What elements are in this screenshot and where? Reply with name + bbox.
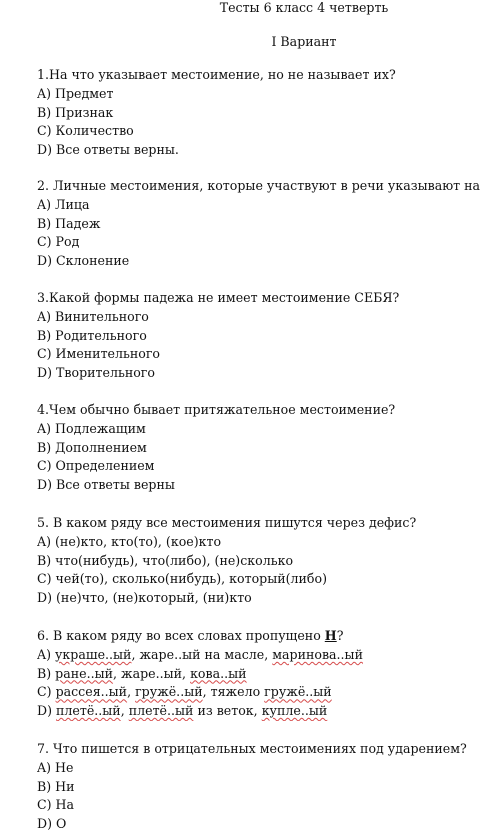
question-text: 2. Личные местоимения, которые участвуют в речи указывают на [37, 178, 481, 193]
spellcheck-word: украше..ый [55, 646, 132, 662]
question-block-5 [37, 514, 498, 608]
option-text: , [120, 703, 129, 719]
question-block-2 [37, 177, 498, 271]
option-c [37, 683, 498, 702]
spellcheck-word: ране..ый [55, 665, 114, 681]
option-b: B) Ни [37, 778, 75, 794]
spellcheck-word: маринова..ый [272, 646, 363, 662]
question-block-3 [37, 289, 498, 383]
option-a: A) Не [37, 759, 74, 775]
option-c: C) чей(то), сколько(нибудь), который(либо) [37, 571, 328, 587]
option-d: D) Склонение [37, 253, 130, 269]
option-c: C) Род [37, 234, 80, 250]
question-text [37, 627, 498, 646]
question-block-4 [37, 401, 498, 495]
option-b: B) Родительного [37, 327, 147, 343]
spellcheck-word: кова..ый [190, 665, 247, 681]
option-text: , жаре..ый на масле, [131, 646, 273, 662]
option-text: , жаре..ый, [113, 665, 191, 681]
option-a: A) Лица [37, 196, 90, 212]
option-a: A) Винительного [37, 308, 149, 324]
option-prefix: B) [37, 665, 56, 681]
question-text-start: 6. В каком ряду во всех словах пропущено [37, 628, 325, 643]
question-text: 7. Что пишется в отрицательных местоимениях под ударением? [37, 741, 467, 756]
emphasized-letter: Н [324, 628, 337, 643]
option-c: C) На [37, 797, 75, 813]
option-d [37, 702, 498, 721]
option-d: D) О [37, 816, 67, 832]
variant-heading: I Вариант [271, 34, 337, 49]
spellcheck-word: гружё..ый [135, 684, 203, 700]
option-b: B) Падеж [37, 215, 101, 231]
question-text: 1.На что указывает местоимение, но не называет их? [37, 67, 396, 82]
question-text-end: ? [336, 628, 344, 643]
page-title: Тесты 6 класс 4 четверть [219, 0, 389, 15]
option-a: A) Предмет [37, 85, 114, 101]
option-a [37, 646, 498, 665]
option-text: , тяжело [202, 684, 265, 700]
option-d: D) Творительного [37, 365, 155, 381]
spellcheck-word: плетё..ый [56, 703, 121, 719]
option-c: C) Определением [37, 458, 155, 474]
option-c: C) Количество [37, 123, 134, 139]
question-text: 4.Чем обычно бывает притяжательное местоимение? [37, 402, 396, 417]
spellcheck-word: рассея..ый [55, 684, 128, 700]
option-c: C) Именительного [37, 346, 161, 362]
question-text: 5. В каком ряду все местоимения пишутся через дефис? [37, 515, 417, 530]
option-a: A) (не)кто, кто(то), (кое)кто [37, 533, 222, 549]
question-text: 3.Какой формы падежа не имеет местоимение СЕБЯ? [37, 290, 400, 305]
option-text: , [127, 684, 136, 700]
question-block-7 [37, 740, 498, 834]
spellcheck-word: плетё..ый [128, 703, 194, 719]
option-prefix: A) [37, 646, 56, 662]
option-d: D) Все ответы верны [37, 477, 175, 493]
option-b: B) Дополнением [37, 439, 147, 455]
option-text: из веток, [193, 703, 262, 719]
option-d: D) Все ответы верны. [37, 142, 179, 158]
option-prefix: C) [37, 684, 56, 700]
question-block-6 [37, 627, 498, 721]
option-b [37, 665, 498, 684]
spellcheck-word: гружё..ый [264, 684, 332, 700]
question-block-1 [37, 66, 498, 160]
option-a: A) Подлежащим [37, 420, 146, 436]
option-prefix: D) [37, 703, 57, 719]
option-b: B) Признак [37, 104, 114, 120]
option-d: D) (не)что, (не)который, (ни)кто [37, 590, 252, 606]
option-b: B) что(нибудь), что(либо), (не)сколько [37, 552, 294, 568]
spellcheck-word: купле..ый [261, 703, 328, 719]
